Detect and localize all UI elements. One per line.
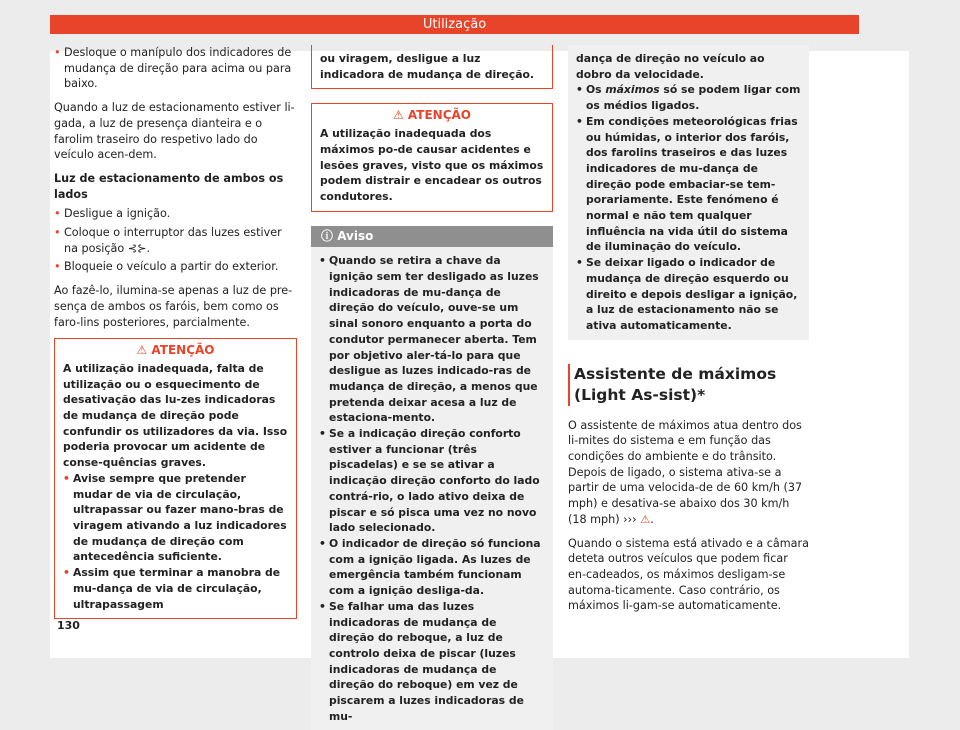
column-2 [311,45,553,730]
bullet-icon: • [319,599,326,613]
page-number: 130 [57,619,80,632]
paragraph: Quando a luz de estacionamento estiver li-gada, a luz de presença dianteira e o farolim traseiro do respetivo lado do veículo acen-dem. [54,101,295,162]
list-item: • Quando se retira a chave da ignição sem ter desligado as luzes indicadoras de mu-dança de direção do veículo, ouve-se um sinal sonoro enquanto a porta do condutor permanecer aberta. Tem por objetivo aler-tá-lo para que desligue as luzes indicado-ras de mudança de direção, a menos que pretenda deixar acesa a luz de estaciona-mento. [319,254,539,425]
bullet-icon: • [54,260,61,274]
list-item: • Se a indicação direção conforto estiver a funcionar (três piscadelas) e se se ativar a indicação direção conforto do lado contrá-rio, o lado ativo deixa de piscar e só pisca uma vez no novo lado selecionado. [319,427,540,535]
info-icon: ⓘ [321,228,338,243]
page-header: Utilização [50,15,859,34]
list-item: • Os máximos só se podem ligar com os médios ligados. [576,83,801,113]
bullet-icon: • [319,536,326,550]
list-item: • O indicador de direção só funciona com a ignição ligada. As luzes de emergência também funcionam com a ignição desliga-da. [319,536,541,598]
column-3 [568,45,809,622]
bullet-icon: • [576,83,583,97]
list-item: • Em condições meteorológicas frias ou húmidas, o interior dos faróis, dos farolins traseiros e das luzes indicadores de mu-dança de direção pode embaciar-se tem-porariamente. Este fenómeno é normal e não tem qualquer influência na vida útil do sistema de iluminação do veículo. [576,114,798,254]
paragraph: O assistente de máximos atua dentro dos li-mites do sistema e em função das condições do ambiente e do trânsito. Depois de ligado, o sistema ativa-se a partir de uma velocida-de de 60 km/h (37 mph) e desativa-se abaixo dos 30 km/h (18 mph) ››› ⚠. [568,418,803,526]
bullet-icon: • [54,207,61,221]
warning-box: ⚠ ATENÇÃO A utilização inadequada dos máximos po-de causar acidentes e lesões graves, visto que os máximos podem distrair e encadear os outros condutores. [311,103,553,211]
list-item: • Desloque o manípulo dos indicadores de mudança de direção para acima ou para baixo. [54,46,292,91]
warning-triangle-icon[interactable]: ⚠ [640,512,651,526]
column-1 [54,45,297,627]
list-item: • Desligue a ignição. [54,207,171,221]
list-item: • Avise sempre que pretender mudar de via de circulação, ultrapassar ou fazer mano-bras de viragem ativando a luz indicadores de mudança de direção com antecedência suficiente. [63,471,287,564]
list-item: • Assim que terminar a manobra de mu-dança de via de circulação, ultrapassagem [63,566,281,611]
bullet-icon: • [576,256,583,270]
list-item: • Coloque o interruptor das luzes estiver na posição ⊰⊱. [54,226,282,255]
notice-box: ⓘ Aviso • Quando se retira a chave da ignição sem ter desligado as luzes indicadoras de mu-dança de direção do veículo, ouve-se um sinal sonoro enquanto a porta do condutor permanecer aberta. Tem por objetivo aler-tá-lo para que desligue as luzes indicado-ras de mudança de direção, a menos que pretenda deixar acesa a luz de estaciona-mento. • Se a indicação direção conforto estiver a funcionar (três piscadelas) e se se ativar a indicação direção conforto do lado contrá-rio, o lado ativo deixa de piscar e só pisca uma vez no novo lado selecionado. • O indicador de direção só funciona com a ignição ligada. As luzes de emergência também funcionam com a ignição desliga-da. • Se falhar uma das luzes indicadoras de mudança de direção do reboque, a luz de controlo deixa de piscar (luzes indicadoras de mudança de direção do reboque) em vez de piscarem a luzes indicadoras de mu- [311,226,553,730]
paragraph: Quando o sistema está ativado e a câmara deteta outros veículos que podem ficar en-cadeados, os máximos desligam-se automa-ticamente. Caso contrário, os máximos li-gam-se automaticamente. [568,536,809,613]
bullet-icon: • [319,427,326,441]
section-heading: Assistente de máximos (Light As-sist)* [568,364,809,406]
warning-box: ⚠ ATENÇÃO A utilização inadequada, falta de utilização ou o esquecimento de desativação das lu-zes indicadoras de mudança de direção pode confundir os utilizadores da via. Isso poderia provocar um acidente de conse-quências graves. • Avise sempre que pretender mudar de via de circulação, ultrapassar ou fazer mano-bras de viragem ativando a luz indicadores de mudança de direção com antecedência suficiente. • Assim que terminar a manobra de mu-dança de via de circulação, ultrapassagem [54,338,297,619]
warning-box-continued: ou viragem, desligue a luz indicadora de mudança de direção. [311,45,553,89]
notice-box-continued: dança de direção no veículo ao dobro da velocidade. • Os máximos só se podem ligar com os médios ligados. • Em condições meteorológicas frias ou húmidas, o interior dos faróis, dos farolins traseiros e das luzes indicadores de mu-dança de direção pode embaciar-se tem-porariamente. Este fenómeno é normal e não tem qualquer influência na vida útil do sistema de iluminação do veículo. • Se deixar ligado o indicador de mudança de direção esquerdo ou direito e depois desligar a ignição, a luz de estacionamento não se ativa automaticamente. [568,45,809,340]
warning-triangle-icon: ⚠ [136,343,152,358]
list-item: • Bloqueie o veículo a partir do exterior. [54,260,279,274]
bullet-icon: • [319,254,326,268]
bullet-icon: • [54,46,61,59]
section-heading: Luz de estacionamento de ambos os lados [54,171,284,201]
bullet-icon: • [576,114,583,128]
bullet-icon: • [54,226,61,240]
list-item: • Se deixar ligado o indicador de mudança de direção esquerdo ou direito e depois desligar a ignição, a luz de estacionamento não se ativa automaticamente. [576,256,798,332]
warning-triangle-icon: ⚠ [392,108,408,123]
paragraph: Ao fazê-lo, ilumina-se apenas a luz de pre-sença de ambos os faróis, bem como os faro-lins posteriores, parcialmente. [54,284,293,329]
bullet-icon: • [63,566,70,580]
list-item: • Se falhar uma das luzes indicadoras de mudança de direção do reboque, a luz de controlo deixa de piscar (luzes indicadoras de mudança de direção do reboque) em vez de piscarem a luzes indicadoras de mu- [319,599,524,723]
bullet-icon: • [63,471,70,485]
